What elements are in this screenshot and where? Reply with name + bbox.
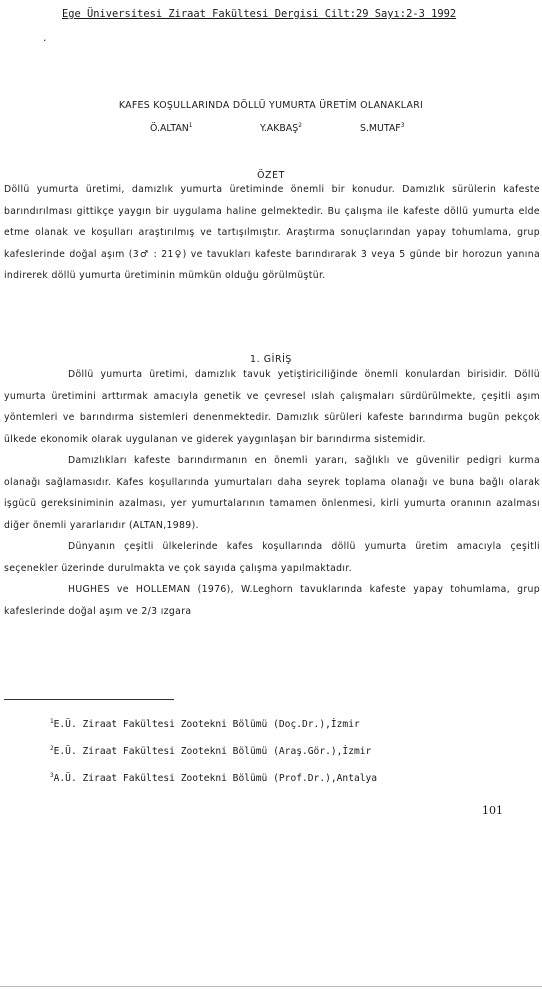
author-list [150, 122, 405, 134]
stray-mark: . [42, 34, 48, 44]
abstract-heading: ÖZET [257, 170, 285, 181]
author-mark: 1 [188, 122, 193, 129]
section-heading: 1. GİRİŞ [250, 354, 292, 365]
page-number: 101 [482, 804, 503, 817]
footnote-mark: 2 [50, 745, 54, 752]
footnote-mark: 1 [50, 718, 54, 725]
author-3 [360, 122, 405, 134]
footnote-3 [50, 772, 377, 784]
running-header: Ege Üniversitesi Ziraat Fakültesi Dergisi Cilt:29 Sayı:2-3 1992 [62, 8, 457, 20]
intro-paragraph-4: HUGHES ve HOLLEMAN (1976), W.Leghorn tavuklarında kafeste yapay tohumlama, grup kafeslerinde doğal aşım ve 2/3 ızgara [4, 584, 540, 617]
intro-paragraph-3: Dünyanın çeşitli ülkelerinde kafes koşullarında döllü yumurta üretim amacıyla çeşitli seçenekler üzerinde durulmakta ve çok sayıda çalışma yapılmaktadır. [4, 541, 540, 574]
footnote-text: E.Ü. Ziraat Fakültesi Zootekni Bölümü (Doç.Dr.),İzmir [53, 719, 360, 731]
author-mark: 3 [400, 122, 405, 129]
author-2 [260, 122, 360, 134]
footnote-mark: 3 [50, 772, 54, 779]
author-name: Y.AKBAŞ [260, 123, 299, 135]
abstract-text: Döllü yumurta üretimi, damızlık yumurta üretiminde önemli bir konudur. Damızlık sürülerin kafeste barındırılması gittikçe yaygın bir uygulama haline gelmektedir. Bu çalışma ile kafeste döllü yumurta elde etme olanak ve koşulları araştırılmış ve tartışılmıştır. Araştırma sonuçlarından yapay tohumlama, grup kafeslerinde doğal aşım (3♂ : 21♀) ve tavukları kafeste barındırarak 3 veya 5 günde bir horozun yanına indirerek döllü yumurta üretiminin mümkün olduğu görülmüştür. [4, 184, 540, 281]
scan-edge [0, 986, 542, 987]
footnote-2 [50, 745, 371, 757]
author-mark: 2 [298, 122, 302, 129]
author-name: S.MUTAF [360, 123, 401, 135]
footnote-text: A.Ü. Ziraat Fakültesi Zootekni Bölümü (Prof.Dr.),Antalya [53, 773, 378, 785]
footnote-text: E.Ü. Ziraat Fakültesi Zootekni Bölümü (Araş.Gör.),İzmir [53, 746, 372, 758]
intro-body [4, 364, 540, 622]
abstract-body [4, 179, 540, 287]
author-1 [150, 122, 260, 134]
intro-paragraph-1: Döllü yumurta üretimi, damızlık tavuk yetiştiriciliğinde önemli konulardan birisidir. Döllü yumurta üretimini arttırmak amacıyla genetik ve çevresel ıslah çalışmaları sürdürülmekte, çeşitli aşım yöntemleri ve barındırma sistemleri denenmektedir. Damızlık sürüleri kafeste barındırma bugün pekçok ülkede ekonomik olarak uygulanan ve giderek yaygınlaşan bir barındırma sistemidir. [4, 369, 540, 445]
footnote-1 [50, 718, 360, 730]
intro-paragraph-2: Damızlıkları kafeste barındırmanın en önemli yararı, sağlıklı ve güvenilir pedigri kurma olanağı sağlamasıdır. Kafes koşullarında yumurtaları daha seyrek toplama olanağı ve buna bağlı olarak işgücü gereksiniminin azalması, yer yumurtalarının tamamen önlenmesi, kirli yumurta oranının azalması diğer önemli yararlarıdır (ALTAN,1989). [4, 455, 540, 531]
paper-title: KAFES KOŞULLARINDA DÖLLÜ YUMURTA ÜRETİM OLANAKLARI [118, 100, 424, 111]
footnote-divider [4, 699, 174, 700]
author-name: Ö.ALTAN [150, 123, 189, 135]
